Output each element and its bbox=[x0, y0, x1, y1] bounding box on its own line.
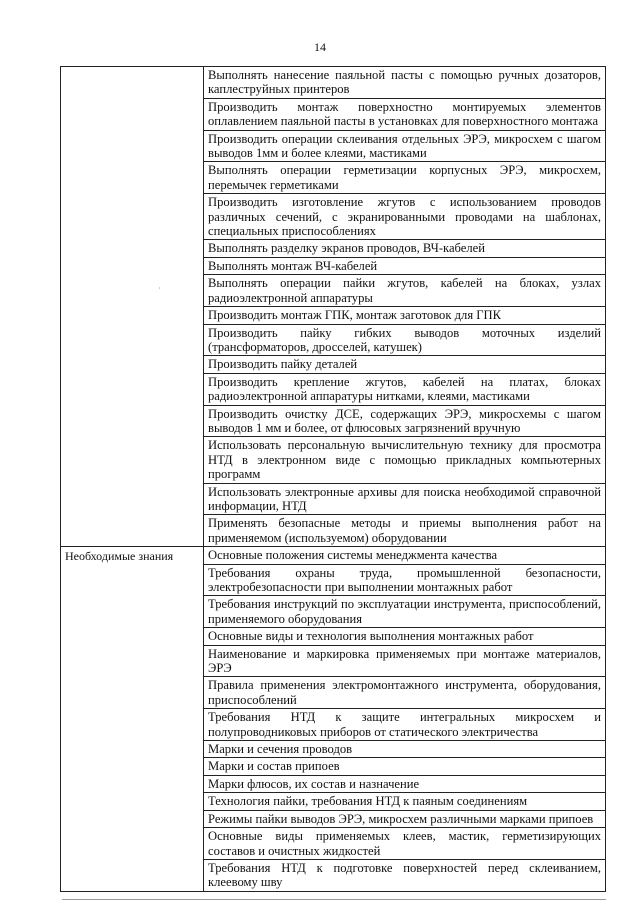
table-row: Правила применения электромонтажного инструмента, оборудования, приспособлений bbox=[204, 676, 605, 708]
section-label bbox=[61, 67, 204, 546]
table-row: Производить пайку деталей bbox=[204, 355, 605, 372]
table-row: Наименование и маркировка применяемых при монтаже материалов, ЭРЭ bbox=[204, 645, 605, 677]
table-row: Технология пайки, требования НТД к паяным соединениям bbox=[204, 792, 605, 809]
table-row: Основные положения системы менеджмента качества bbox=[208, 548, 498, 563]
table-row: Требования НТД к подготовке поверхностей перед склеиванием, клеевому шву bbox=[204, 859, 605, 891]
skills-section bbox=[61, 67, 605, 546]
table-row: Производить изготовление жгутов с использованием проводов различных сечений, с экранированными проводами на шаблонах, специальных приспособлениях bbox=[204, 193, 605, 239]
table-row: Производить крепление жгутов, кабелей на платах, блоках радиоэлектронной аппаратуры нитками, клеями, мастиками bbox=[204, 373, 605, 405]
table-row: Производить монтаж поверхностно монтируемых элементов оплавлением паяльной пасты в установках для поверхностного монтажа bbox=[204, 98, 605, 130]
table-row: Производить монтаж ГПК, монтаж заготовок для ГПК bbox=[204, 306, 605, 323]
competency-table bbox=[60, 66, 606, 892]
table-row: Использовать персональную вычислительную технику для просмотра НТД в электронном виде с помощью прикладных компьютерных программ bbox=[204, 436, 605, 482]
table-row: Основные виды и технология выполнения монтажных работ bbox=[204, 627, 605, 644]
table-row: Использовать электронные архивы для поиска необходимой справочной информации, НТД bbox=[204, 483, 605, 515]
table-row: Выполнять операции герметизации корпусных ЭРЭ, микросхем, перемычек герметиками bbox=[204, 161, 605, 193]
page-number: 14 bbox=[314, 40, 326, 54]
table-row: Марки флюсов, их состав и назначение bbox=[204, 775, 605, 792]
scan-edge-line bbox=[62, 899, 606, 900]
scan-mark: · bbox=[158, 284, 161, 293]
knowledge-list bbox=[204, 547, 605, 891]
table-row: Производить очистку ДСЕ, содержащих ЭРЭ, микросхемы с шагом выводов 1 мм и более, от флюсовых загрязнений вручную bbox=[204, 405, 605, 437]
table-row: Производить пайку гибких выводов моточных изделий (трансформаторов, дросселей, катушек) bbox=[204, 324, 605, 356]
section-label: Необходимые знания bbox=[61, 547, 204, 891]
skills-list bbox=[204, 67, 605, 546]
table-row: Марки и состав припоев bbox=[204, 757, 605, 774]
table-row: Требования инструкций по эксплуатации инструмента, приспособлений, применяемого оборудования bbox=[204, 595, 605, 627]
table-row: Режимы пайки выводов ЭРЭ, микросхем различными марками припоев bbox=[204, 810, 605, 827]
table-row: Требования охраны труда, промышленной безопасности, электробезопасности при выполнении монтажных работ bbox=[204, 564, 605, 596]
table-row: Выполнять нанесение паяльной пасты с помощью ручных дозаторов, каплеструйных принтеров bbox=[208, 68, 601, 97]
table-row: Применять безопасные методы и приемы выполнения работ на применяемом (используемом) оборудовании bbox=[204, 514, 605, 546]
table-row: Основные виды применяемых клеев, мастик, герметизирующих составов и очистных жидкостей bbox=[204, 827, 605, 859]
table-row: Выполнять монтаж ВЧ-кабелей bbox=[204, 257, 605, 274]
table-row: Производить операции склеивания отдельных ЭРЭ, микросхем с шагом выводов 1мм и более клеями, мастиками bbox=[204, 130, 605, 162]
knowledge-section bbox=[61, 546, 605, 891]
table-row: Выполнять операции пайки жгутов, кабелей на блоках, узлах радиоэлектронной аппаратуры bbox=[204, 274, 605, 306]
table-row: Требования НТД к защите интегральных микросхем и полупроводниковых приборов от статического электричества bbox=[204, 708, 605, 740]
table-row: Выполнять разделку экранов проводов, ВЧ-кабелей bbox=[204, 239, 605, 256]
table-row: Марки и сечения проводов bbox=[204, 740, 605, 757]
